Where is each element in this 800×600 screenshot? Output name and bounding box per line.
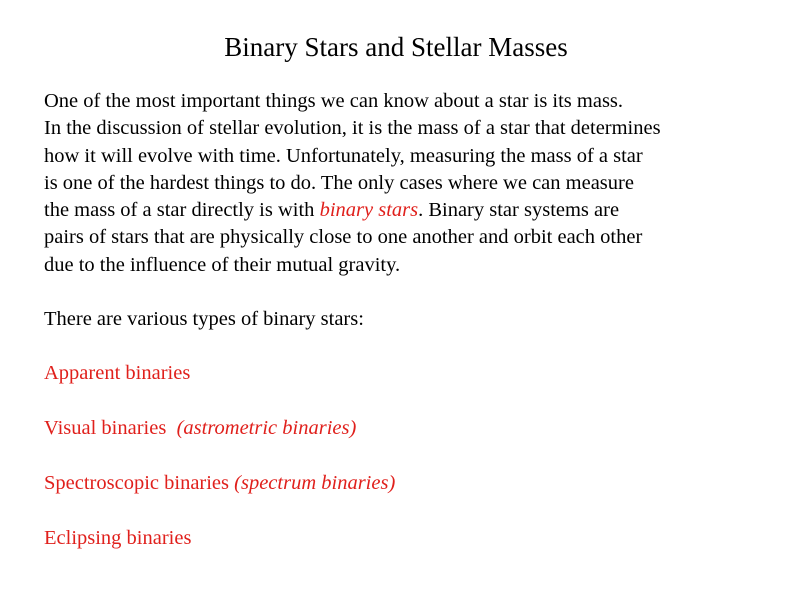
intro-paragraph xyxy=(44,88,774,279)
type-visual-binaries xyxy=(44,415,356,442)
intro-line-5-end: . Binary star systems are xyxy=(418,199,620,222)
type-name: Visual binaries xyxy=(44,417,167,439)
type-alt-name: (astrometric binaries) xyxy=(176,417,357,439)
intro-line-6: pairs of stars that are physically close to one another and orbit each other xyxy=(44,226,643,249)
type-name: Spectroscopic binaries xyxy=(44,472,230,494)
intro-line-5 xyxy=(44,197,774,224)
binary-stars-term: binary stars xyxy=(319,199,419,222)
type-name: Apparent binaries xyxy=(44,362,191,384)
intro-line-4: is one of the hardest things to do. The only cases where we can measure xyxy=(44,171,634,194)
intro-line-3: how it will evolve with time. Unfortunately, measuring the mass of a star xyxy=(44,144,643,167)
type-apparent-binaries xyxy=(44,360,190,387)
intro-line-7: due to the influence of their mutual gravity. xyxy=(44,253,401,276)
type-eclipsing-binaries xyxy=(44,525,191,552)
intro-line-1: One of the most important things we can know about a star is its mass. xyxy=(44,90,624,112)
slide-title: Binary Stars and Stellar Masses xyxy=(224,32,568,62)
intro-line-5-start: the mass of a star directly is with xyxy=(44,199,320,222)
intro-line-2: In the discussion of stellar evolution, it is the mass of a star that determines xyxy=(44,117,661,140)
type-alt-name: (spectrum binaries) xyxy=(234,472,396,494)
types-heading: There are various types of binary stars: xyxy=(44,308,364,330)
type-name: Eclipsing binaries xyxy=(44,527,192,549)
type-spectroscopic-binaries xyxy=(44,470,395,497)
